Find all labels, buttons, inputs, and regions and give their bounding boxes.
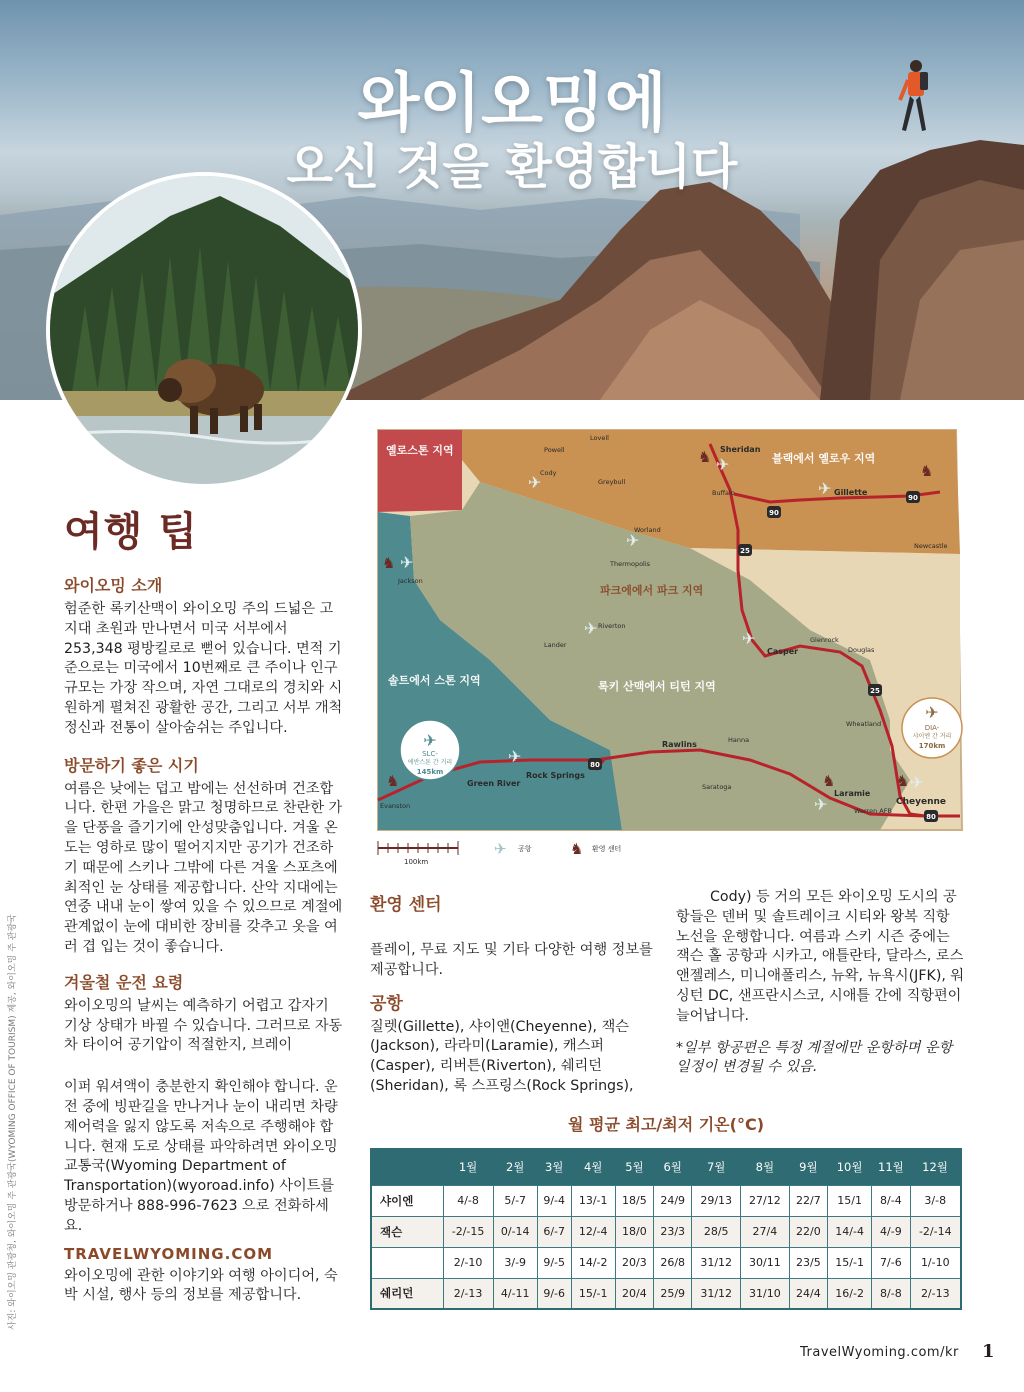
legend-center-icon: ♞	[570, 840, 584, 858]
airport-icon: ✈	[508, 747, 522, 766]
table-cell: 24/4	[789, 1278, 827, 1309]
table-cell: 27/12	[741, 1185, 790, 1216]
welcome-center-icon: ♞	[920, 462, 934, 480]
welcome-center-title: 환영 센터	[370, 895, 442, 915]
table-cell: 31/10	[741, 1278, 790, 1309]
page-number: 1	[982, 1341, 995, 1362]
svg-text:✈: ✈	[925, 703, 939, 722]
table-cell: 2/-13	[443, 1278, 493, 1309]
table-row	[371, 1185, 961, 1216]
city-evanston: Evanston	[380, 802, 411, 810]
hero-title-line2: 오신 것을 환영합니다	[286, 139, 738, 195]
table-header-cell	[371, 1149, 443, 1185]
winter-driving-text-cont: 이퍼 워셔액이 충분한지 확인해야 합니다. 운전 중에 빙판길을 만나거나 눈이 내리면 차량 제어력을 잃지 않도록 저속으로 주행해야 합니다. 현재 도로 상태를 파악하려면 와이오밍 교통국(Wyoming Department of Transportation)(wyoroad.info) 사이트를방문하거나 888-996-7623 으로 전화하세요.	[64, 1079, 338, 1234]
airport-title: 공항	[370, 993, 403, 1014]
airport-icon: ✈	[584, 619, 598, 638]
table-cell: 31/12	[692, 1278, 741, 1309]
airport-continued-column	[676, 888, 966, 1078]
svg-text:90: 90	[908, 494, 918, 502]
airport-icon: ✈	[716, 455, 730, 474]
svg-text:SLC-: SLC-	[422, 750, 438, 758]
city-glenrock: Glenrock	[810, 636, 839, 644]
about-wyoming-text: 험준한 록키산맥이 와이오밍 주의 드넓은 고지대 초원과 만나면서 미국 서부에서 253,348 평방킬로로 뻗어 있습니다. 면적 기준으로는 미국에서 10번째로 큰 주이나 인구 규모는 가장 작으며, 자연 그대로의 경치와 시원하게 펼쳐진 광활한 공간, 그리고 서부 개척 정신과 전통이 살아숨쉬는 주입니다.	[64, 601, 343, 736]
table-cell: 9/-5	[537, 1247, 571, 1278]
svg-text:170km: 170km	[918, 742, 946, 750]
welcome-center-icon: ♞	[698, 448, 712, 466]
city-riverton: Riverton	[598, 622, 626, 630]
svg-text:80: 80	[926, 813, 936, 821]
city-casper: Casper	[767, 647, 799, 656]
svg-text:DIA-: DIA-	[924, 724, 940, 732]
bison-forest-photo	[46, 172, 362, 488]
table-header-cell: 2월	[493, 1149, 537, 1185]
travelwyoming-link[interactable]: TRAVELWYOMING.COM	[64, 1244, 274, 1263]
city-warren-afb: Warren AFB	[854, 807, 892, 815]
table-header-cell: 9월	[789, 1149, 827, 1185]
city-gillette: Gillette	[834, 488, 868, 497]
city-powell: Powell	[544, 446, 565, 454]
table-cell: 14/-4	[828, 1216, 872, 1247]
hero-title-line1: 와이오밍에	[357, 67, 667, 141]
slc-distance-badge	[400, 720, 460, 780]
highway-shield	[906, 491, 920, 503]
table-cell: 26/8	[654, 1247, 692, 1278]
city-sheridan: Sheridan	[720, 445, 761, 454]
city-lovell: Lovell	[590, 434, 609, 442]
table-header-cell: 5월	[615, 1149, 653, 1185]
table-cell: 4/-9	[872, 1216, 910, 1247]
winter-driving-title: 겨울철 운전 요령	[64, 972, 184, 992]
table-cell: 15/-1	[571, 1278, 615, 1309]
city-buffalo: Buffalo	[712, 489, 735, 497]
city-hanna: Hanna	[728, 736, 750, 744]
table-cell: 9/-6	[537, 1278, 571, 1309]
city-rawlins: Rawlins	[662, 740, 697, 749]
city-thermopolis: Thermopolis	[610, 560, 651, 568]
city-saratoga: Saratoga	[702, 783, 732, 791]
table-cell: 16/-2	[828, 1278, 872, 1309]
temperature-table-title: 월 평균 최고/최저 기온(°C)	[567, 1115, 765, 1134]
table-city-cell: 잭슨	[371, 1216, 443, 1247]
travel-tips-column	[64, 500, 344, 1306]
table-cell: 31/12	[692, 1247, 741, 1278]
table-cell: 5/-7	[493, 1185, 537, 1216]
table-cell: 18/0	[615, 1216, 653, 1247]
svg-text:25: 25	[870, 687, 880, 695]
city-green-river: Green River	[467, 779, 521, 788]
table-cell: 0/-14	[493, 1216, 537, 1247]
wyoming-region-map	[370, 420, 970, 868]
table-cell: 1/-10	[910, 1247, 961, 1278]
footer-url-link[interactable]: TravelWyoming.com/kr	[800, 1345, 959, 1360]
highway-shield	[924, 810, 938, 822]
table-cell: 25/9	[654, 1278, 692, 1309]
winter-driving-text: 와이오밍의 날씨는 예측하기 어렵고 갑자기 기상 상태가 바뀔 수 있습니다. 그러므로 자동차 타이어 공기압이 적절한지, 브레이	[64, 997, 343, 1054]
svg-text:에반스톤 간 거리: 에반스톤 간 거리	[407, 759, 453, 766]
table-cell: 22/0	[789, 1216, 827, 1247]
table-cell: 24/9	[654, 1185, 692, 1216]
table-cell: 3/-8	[910, 1185, 961, 1216]
city-cheyenne: Cheyenne	[896, 797, 947, 807]
label-black-yellow: 블랙에서 옐로우 지역	[772, 452, 876, 465]
table-cell: 8/-4	[872, 1185, 910, 1216]
table-header-cell: 10월	[828, 1149, 872, 1185]
table-cell: 30/11	[741, 1247, 790, 1278]
table-cell: 13/-1	[571, 1185, 615, 1216]
svg-text:✈: ✈	[423, 731, 437, 750]
scale-bar	[378, 841, 458, 866]
table-cell: 14/-2	[571, 1247, 615, 1278]
legend-center-label: 환영 센터	[592, 845, 622, 853]
table-cell: 3/-9	[493, 1247, 537, 1278]
svg-text:145km: 145km	[416, 768, 444, 776]
table-cell: 20/4	[615, 1278, 653, 1309]
table-header-row	[371, 1149, 961, 1185]
best-time-text: 여름은 낮에는 덥고 밤에는 선선하며 건조합니다. 한편 가을은 맑고 청명하므로 찬란한 가을 단풍을 즐기기에 안성맞춤입니다. 겨울 온도는 영하로 많이 떨어지지만 공기가 건조하기 때문에 스키나 그밖에 다른 겨울 스포츠에 최적인 눈 상태를 제공합니다. 산악 지대에는 연중 내내 눈이 쌓여 있을 수 있으므로 계절에 관계없이 눈에 대비한 장비를 갖추고 옷을 여러 겹 입는 것이 좋습니다.	[64, 780, 343, 955]
city-jackson: Jackson	[398, 577, 423, 585]
city-wheatland: Wheatland	[846, 720, 882, 728]
table-cell: -2/-14	[910, 1216, 961, 1247]
welcome-center-icon: ♞	[822, 772, 836, 790]
city-worland: Worland	[634, 526, 661, 534]
highway-shield	[868, 684, 882, 696]
welcome-center-icon: ♞	[386, 772, 400, 790]
table-cell: 15/1	[828, 1185, 872, 1216]
table-row	[371, 1216, 961, 1247]
table-cell: -2/-15	[443, 1216, 493, 1247]
welcome-center-text: 플레이, 무료 지도 및 기타 다양한 여행 정보를 제공합니다.	[370, 942, 653, 978]
label-rocky-teton: 록키 산맥에서 티턴 지역	[598, 680, 716, 693]
svg-text:90: 90	[769, 509, 779, 517]
table-cell: 2/-10	[443, 1247, 493, 1278]
legend-airport-label: 공항	[518, 845, 532, 853]
airport-icon: ✈	[626, 531, 640, 550]
table-cell: 20/3	[615, 1247, 653, 1278]
label-salt-stone: 솔트에서 스톤 지역	[388, 674, 481, 687]
table-cell: 28/5	[692, 1216, 741, 1247]
airport-text-cont: Cody) 등 거의 모든 와이오밍 도시의 공항들은 덴버 및 솔트레이크 시티와 왕복 직항 노선을 운행합니다. 여름과 스키 시즌 중에는 잭슨 홀 공항과 시카고, 애틀란타, 달라스, 로스앤젤레스, 미니애폴리스, 뉴왁, 뉴욕시(JFK), 워싱턴 DC, 샌프란시스코, 시애틀 간에 직항편이 늘어납니다.	[676, 889, 965, 1024]
city-douglas: Douglas	[848, 646, 875, 654]
about-wyoming-title: 와이오밍 소개	[64, 576, 163, 595]
table-header-cell: 12월	[910, 1149, 961, 1185]
table-header-cell: 3월	[537, 1149, 571, 1185]
table-cell: 27/4	[741, 1216, 790, 1247]
table-city-cell: 쉐리던	[371, 1278, 443, 1309]
map-legend	[378, 840, 621, 866]
table-cell: 15/-1	[828, 1247, 872, 1278]
travelwyoming-text: 와이오밍에 관한 이야기와 여행 아이디어, 숙박 시설, 행사 등의 정보를 제공합니다.	[64, 1267, 338, 1304]
table-cell: 4/-8	[443, 1185, 493, 1216]
table-row	[371, 1247, 961, 1278]
table-city-cell: 샤이엔	[371, 1185, 443, 1216]
table-city-cell	[371, 1247, 443, 1278]
airport-icon: ✈	[400, 553, 414, 572]
dia-distance-badge	[902, 698, 962, 758]
welcome-center-icon: ♞	[382, 554, 396, 572]
temperature-table	[370, 1148, 962, 1310]
airport-icon: ✈	[818, 479, 832, 498]
table-header-cell: 11월	[872, 1149, 910, 1185]
label-peak-peak: 파크에에서 파크 지역	[600, 584, 704, 597]
table-cell: 18/5	[615, 1185, 653, 1216]
highway-shield	[767, 506, 781, 518]
airport-icon: ✈	[814, 795, 828, 814]
table-cell: 8/-8	[872, 1278, 910, 1309]
photo-credit: 사진: 와이오밍 관광청, 와이오밍 주 관광국(WYOMING OFFICE OF TOURISM) 제공, 와이오밍 주 관광국	[8, 914, 18, 1330]
best-time-title: 방문하기 좋은 시기	[64, 755, 199, 775]
city-greybull: Greybull	[598, 478, 626, 486]
svg-text:100km: 100km	[404, 858, 429, 866]
legend-airport-icon: ✈	[494, 840, 507, 858]
table-cell: 6/-7	[537, 1216, 571, 1247]
svg-text:80: 80	[590, 761, 600, 769]
city-cody: Cody	[540, 469, 557, 477]
label-yellowstone: 옐로스톤 지역	[386, 444, 454, 457]
table-header-cell: 4월	[571, 1149, 615, 1185]
flight-note: *일부 항공편은 특정 계절에만 운항하며 운항 일정이 변경될 수 있음.	[676, 1039, 953, 1076]
svg-text:샤이엔 간 거리: 샤이엔 간 거리	[912, 733, 952, 740]
svg-text:25: 25	[740, 547, 750, 555]
travel-tips-heading: 여행 팁	[64, 509, 198, 555]
table-cell: 4/-11	[493, 1278, 537, 1309]
airport-icon: ✈	[528, 473, 542, 492]
region-yellowstone	[378, 430, 462, 512]
table-header-cell: 7월	[692, 1149, 741, 1185]
highway-shield	[738, 544, 752, 556]
table-cell: 7/-6	[872, 1247, 910, 1278]
table-row	[371, 1278, 961, 1309]
table-header-cell: 8월	[741, 1149, 790, 1185]
table-cell: 23/3	[654, 1216, 692, 1247]
welcome-center-icon: ♞	[896, 772, 910, 790]
city-rock-springs: Rock Springs	[526, 771, 585, 780]
table-cell: 12/-4	[571, 1216, 615, 1247]
airport-icon: ✈	[910, 773, 924, 792]
welcome-airport-column	[370, 888, 654, 1097]
city-newcastle: Newcastle	[914, 542, 948, 550]
city-laramie: Laramie	[834, 789, 871, 798]
highway-shield	[588, 758, 602, 770]
table-cell: 29/13	[692, 1185, 741, 1216]
table-cell: 9/-4	[537, 1185, 571, 1216]
table-cell: 23/5	[789, 1247, 827, 1278]
airport-text: 질렛(Gillette), 샤이앤(Cheyenne), 잭슨(Jackson), 라라미(Laramie), 캐스퍼(Casper), 리버튼(Riverton), 쉐리던(Sheridan), 록 스프링스(Rock Springs),	[370, 1018, 634, 1094]
table-cell: 2/-13	[910, 1278, 961, 1309]
table-header-cell: 6월	[654, 1149, 692, 1185]
airport-icon: ✈	[742, 629, 756, 648]
city-lander: Lander	[544, 641, 567, 649]
table-header-cell: 1월	[443, 1149, 493, 1185]
table-cell: 22/7	[789, 1185, 827, 1216]
